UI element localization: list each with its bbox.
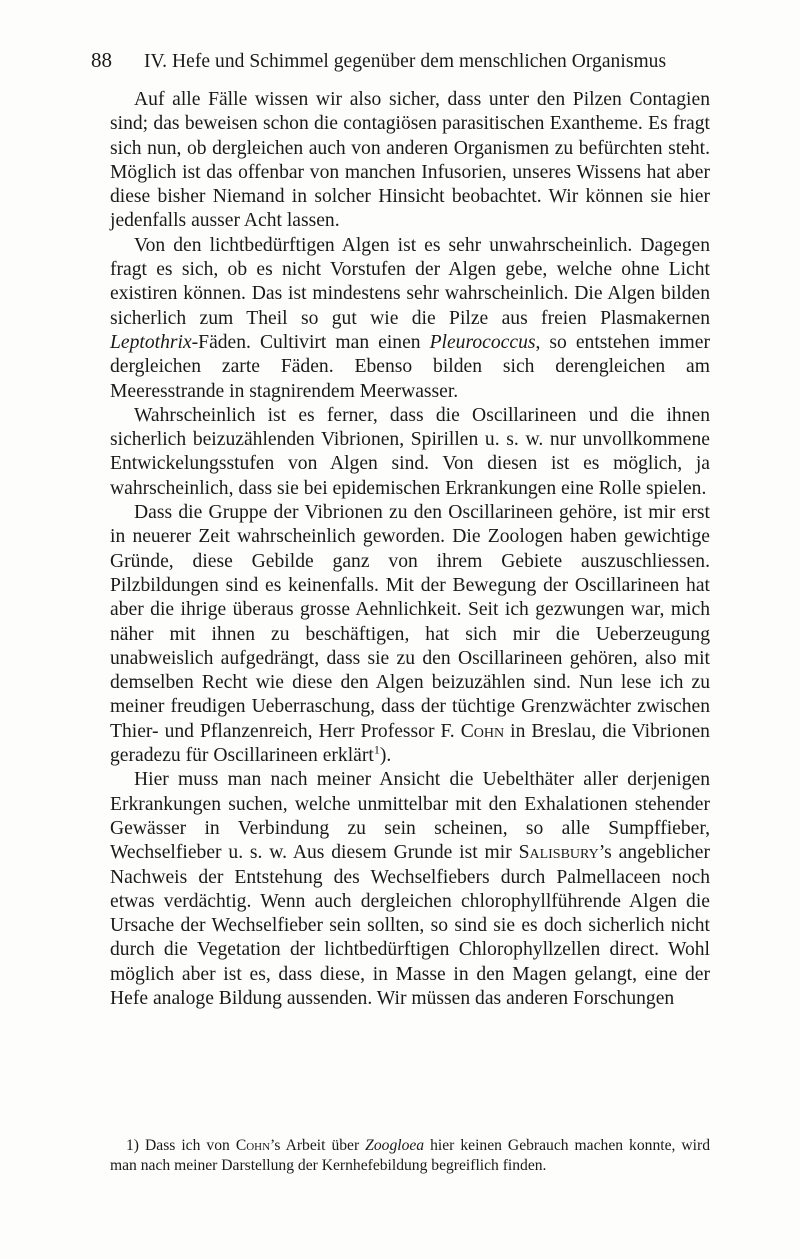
- author-name-salisbury: Salisbury: [518, 842, 599, 864]
- paragraph-1: Auf alle Fälle wissen wir also sicher, dass unter den Pilzen Contagien sind; das beweisen schon die contagiösen parasitischen Exantheme. Es fragt sich nun, ob dergleichen auch von anderen Organismen zu befürchten steht. Möglich ist das offenbar von manchen Infusorien, unseres Wissens hat aber diese bisher Niemand in solcher Hinsicht beobachtet. Wir können sie hier jedenfalls ausser Acht lassen.: [110, 89, 710, 232]
- paragraph-2-text-2: -Fäden. Cultivirt man einen: [191, 331, 430, 353]
- page-number: 88: [91, 48, 112, 72]
- running-head: IV. Hefe und Schimmel gegenüber dem menschlichen Organismus: [144, 51, 667, 72]
- footnote-reference[interactable]: 1: [373, 742, 380, 757]
- paragraph-3: Wahrscheinlich ist es ferner, dass die Oscillarineen und die ihnen sicherlich beizuzählenden Vibrionen, Spirillen u. s. w. nur unvollkommene Entwickelungsstufen von Algen sind. Von diesen ist es möglich, ja wahrscheinlich, dass sie bei epidemischen Erkrankungen eine Rolle spielen.: [110, 404, 710, 499]
- footnote-text-1: Dass ich von: [145, 1137, 236, 1154]
- paragraph-2-text-3: , so entstehen immer dergleichen zarte Fäden. Ebenso bilden sich derengleichen am Meeresstrande in stagnirendem Meerwasser.: [110, 331, 710, 402]
- page-header: [91, 48, 717, 76]
- paragraph-2: [110, 234, 710, 404]
- paragraph-4-text-1: Dass die Gruppe der Vibrionen zu den Oscillarineen gehöre, ist mir erst in neuerer Zeit wahrscheinlich geworden. Die Zoologen haben gewichtige Gründe, diese Gebilde ganz von ihrem Gebiete auszuschliessen. Pilzbildungen sind es keinenfalls. Mit der Bewegung der Oscillarineen hat aber die ihrige überaus grosse Aehnlichkeit. Seit ich gezwungen war, mich näher mit ihnen zu beschäftigen, hat sich mir die Ueberzeugung unabweislich aufgedrängt, dass sie zu den Oscillarineen gehören, also mit demselben Recht wie diese den Algen beizuzählen sind. Nun lese ich zu meiner freudigen Ueberraschung, dass der tüchtige Grenzwächter zwischen Thier- und Pflanzenreich, Herr Professor F.: [110, 502, 710, 742]
- footnote-marker: 1): [126, 1137, 139, 1154]
- paragraph-5-text-2: ’s angeblicher Nachweis der Entstehung des Wechselfiebers durch Palmellaceen noch etwas verdächtig. Wenn auch dergleichen chlorophyllführende Algen die Ursache der Wechselfieber sein sollten, so sind sie es doch sicherlich nicht durch die Vegetation der lichtbedürftigen Chlorophyllzellen direct. Wohl möglich aber ist es, dass diese, in Masse in den Magen gelangt, eine der Hefe analoge Bildung aussenden. Wir müssen das anderen Forschungen: [110, 842, 710, 1009]
- footnote-author-cohn: Cohn: [235, 1137, 271, 1154]
- footnote-text-3: hier keinen Gebrauch machen konnte, wird man nach meiner Darstellung der Kernhefebildung begreiflich finden.: [110, 1137, 710, 1174]
- taxon-zoogloea: Zoogloea: [365, 1137, 425, 1154]
- taxon-pleurococcus: Pleurococcus: [429, 331, 536, 353]
- footnote: [110, 1136, 710, 1176]
- paragraph-2-text-1: Von den lichtbedürftigen Algen ist es sehr unwahrscheinlich. Dagegen fragt es sich, ob es nicht Vorstufen der Algen gebe, welche ohne Licht existiren können. Das ist mindestens sehr wahrscheinlich. Die Algen bilden sicherlich zum Theil so gut wie die Pilze aus freien Plasmakernen: [110, 234, 710, 329]
- body-text: [110, 88, 710, 1011]
- footnote-text-2: ’s Arbeit über: [270, 1137, 366, 1154]
- paragraph-4-text-2: in Breslau, die Vibrionen geradezu für Oscillarineen erklärt: [110, 720, 710, 767]
- paragraph-4-text-3: ).: [379, 745, 392, 767]
- paragraph-5: [110, 768, 710, 1011]
- paragraph-4: [110, 501, 710, 768]
- paragraph-5-text-1: Hier muss man nach meiner Ansicht die Uebelthäter aller derjenigen Erkrankungen suchen, welche unmittelbar mit den Exhalationen stehender Gewässer in Verbindung zu sein scheinen, so alle Sumpffieber, Wechselfieber u. s. w. Aus diesem Grunde ist mir: [110, 769, 710, 864]
- taxon-leptothrix: Leptothrix: [110, 331, 192, 353]
- author-name-cohn: Cohn: [460, 720, 505, 742]
